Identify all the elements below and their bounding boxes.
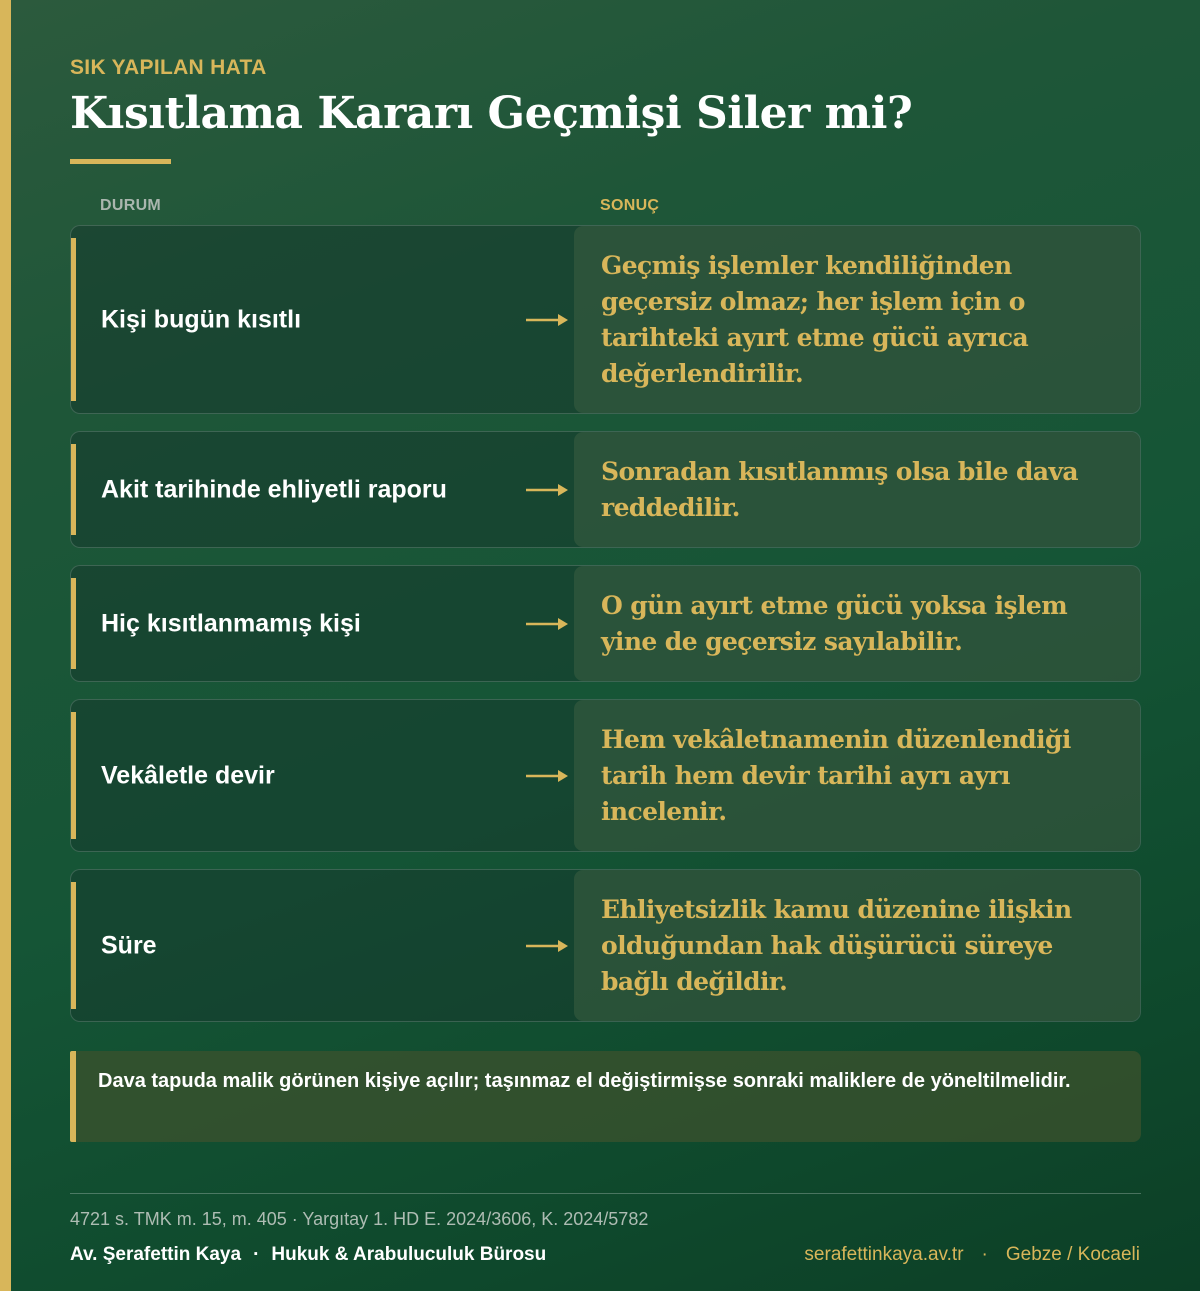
column-header-durum: DURUM — [100, 197, 162, 214]
row-accent — [71, 882, 76, 1009]
row-result: O gün ayırt etme gücü yoksa işlem yine de geçersiz sayılabilir. — [601, 590, 1068, 656]
row-result-box — [574, 870, 1140, 1021]
row-result-box — [574, 226, 1140, 413]
title-underline — [70, 159, 171, 164]
row-condition: Vekâletle devir — [101, 761, 275, 789]
table-row — [70, 565, 1141, 682]
arrow-right-icon — [526, 769, 568, 783]
row-accent — [71, 444, 76, 535]
arrow-right-icon — [526, 617, 568, 631]
row-accent — [71, 712, 76, 839]
table-row — [70, 699, 1141, 852]
row-accent — [71, 578, 76, 669]
website-link[interactable]: serafettinkaya.av.tr — [804, 1244, 964, 1265]
legal-citation: 4721 s. TMK m. 15, m. 405 · Yargıtay 1. HD E. 2024/3606, K. 2024/5782 — [70, 1209, 649, 1229]
row-accent — [71, 238, 76, 401]
row-result: Ehliyetsizlik kamu düzenine ilişkin olduğundan hak düşürücü süreye bağlı değildir. — [601, 894, 1072, 996]
row-result: Geçmiş işlemler kendiliğinden geçersiz olmaz; her işlem için o tarihteki ayırt etme gücü ayrıca değerlendirilir. — [601, 250, 1029, 388]
row-condition: Süre — [101, 931, 157, 959]
row-result-box — [574, 566, 1140, 681]
firm-name: Hukuk & Arabuluculuk Bürosu — [271, 1244, 547, 1265]
row-condition: Hiç kısıtlanmamış kişi — [101, 609, 361, 637]
footer-divider — [70, 1193, 1141, 1194]
footer-separator: · — [981, 1244, 988, 1265]
author-name: Av. Şerafettin Kaya — [70, 1244, 242, 1265]
table-row — [70, 225, 1141, 414]
footer-separator: · — [253, 1244, 260, 1265]
table-row — [70, 869, 1141, 1022]
note-box — [70, 1051, 1141, 1142]
column-header-sonuc: SONUÇ — [600, 197, 660, 214]
arrow-right-icon — [526, 483, 568, 497]
left-accent-bar — [0, 0, 11, 1291]
note-accent — [70, 1051, 76, 1142]
footer-contact — [804, 1244, 1140, 1266]
note-text: Dava tapuda malik görünen kişiye açılır; taşınmaz el değiştirmişse sonraki maliklere de yöneltilmelidir. — [98, 1070, 1071, 1092]
eyebrow-label: SIK YAPILAN HATA — [70, 56, 267, 79]
page-title: Kısıtlama Kararı Geçmişi Siler mi? — [70, 88, 913, 139]
row-result: Hem vekâletnamenin düzenlendiği tarih hem devir tarihi ayrı ayrı incelenir. — [601, 724, 1071, 826]
row-condition: Akit tarihinde ehliyetli raporu — [101, 475, 447, 503]
row-condition: Kişi bugün kısıtlı — [101, 305, 302, 333]
row-result-box — [574, 432, 1140, 547]
location-text: Gebze / Kocaeli — [1005, 1244, 1140, 1265]
footer-author — [70, 1244, 546, 1266]
arrow-right-icon — [526, 939, 568, 953]
row-result: Sonradan kısıtlanmış olsa bile dava reddedilir. — [601, 456, 1079, 522]
table-row — [70, 431, 1141, 548]
arrow-right-icon — [526, 313, 568, 327]
row-result-box — [574, 700, 1140, 851]
